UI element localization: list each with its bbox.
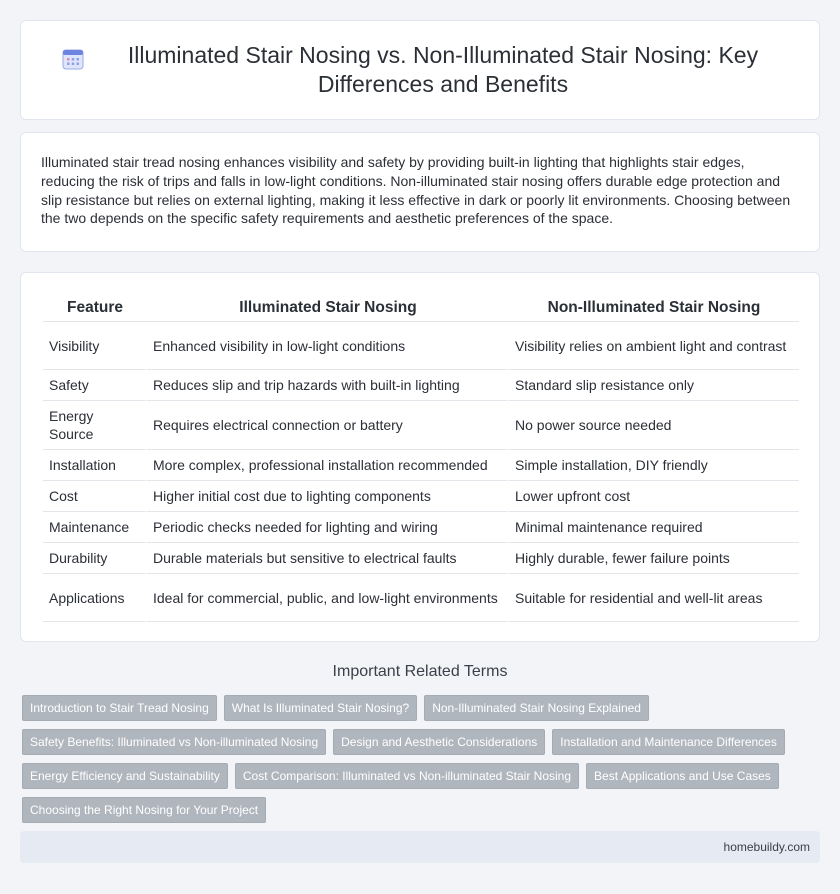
related-term-tag[interactable]: Best Applications and Use Cases: [586, 763, 779, 789]
related-term-tag[interactable]: Introduction to Stair Tread Nosing: [22, 695, 217, 721]
footer-site-link[interactable]: homebuildy.com: [723, 840, 810, 854]
feature-cell: Durability: [43, 543, 147, 574]
non-illuminated-cell: No power source needed: [509, 401, 799, 450]
illuminated-cell: Durable materials but sensitive to electrical faults: [147, 543, 509, 574]
table-row: [43, 543, 799, 574]
feature-cell: Safety: [43, 370, 147, 401]
table-row: [43, 322, 799, 370]
related-term-tag[interactable]: Non-Illuminated Stair Nosing Explained: [424, 695, 649, 721]
non-illuminated-cell: Highly durable, fewer failure points: [509, 543, 799, 574]
related-terms-list: [22, 695, 812, 823]
footer: [20, 831, 820, 863]
feature-cell: Applications: [43, 574, 147, 622]
illuminated-cell: Higher initial cost due to lighting components: [147, 481, 509, 512]
related-term-tag[interactable]: Choosing the Right Nosing for Your Project: [22, 797, 266, 823]
feature-cell: Visibility: [43, 322, 147, 370]
header-illuminated: Illuminated Stair Nosing: [147, 295, 509, 322]
table-row: [43, 450, 799, 481]
comparison-table: [43, 295, 799, 622]
related-terms-heading: Important Related Terms: [332, 663, 508, 680]
related-term-tag[interactable]: Safety Benefits: Illuminated vs Non-illuminated Nosing: [22, 729, 326, 755]
header-non-illuminated: Non-Illuminated Stair Nosing: [509, 295, 799, 322]
table-row: [43, 512, 799, 543]
non-illuminated-cell: Minimal maintenance required: [509, 512, 799, 543]
related-term-tag[interactable]: Design and Aesthetic Considerations: [333, 729, 545, 755]
non-illuminated-cell: Simple installation, DIY friendly: [509, 450, 799, 481]
illuminated-cell: Periodic checks needed for lighting and wiring: [147, 512, 509, 543]
related-term-tag[interactable]: Cost Comparison: Illuminated vs Non-illuminated Stair Nosing: [235, 763, 579, 789]
illuminated-cell: More complex, professional installation recommended: [147, 450, 509, 481]
table-row: [43, 574, 799, 622]
non-illuminated-cell: Standard slip resistance only: [509, 370, 799, 401]
table-row: [43, 481, 799, 512]
non-illuminated-cell: Lower upfront cost: [509, 481, 799, 512]
related-term-tag[interactable]: Installation and Maintenance Differences: [552, 729, 785, 755]
non-illuminated-cell: Suitable for residential and well-lit areas: [509, 574, 799, 622]
page-title: Illuminated Stair Nosing vs. Non-Illuminated Stair Nosing: Key Differences and Benefits: [127, 42, 759, 97]
calendar-icon: [61, 47, 85, 71]
header-feature: Feature: [43, 295, 147, 322]
illuminated-cell: Ideal for commercial, public, and low-light environments: [147, 574, 509, 622]
table-row: [43, 401, 799, 450]
illuminated-cell: Requires electrical connection or battery: [147, 401, 509, 450]
intro-card: [20, 132, 820, 252]
related-term-tag[interactable]: Energy Efficiency and Sustainability: [22, 763, 228, 789]
feature-cell: Energy Source: [43, 401, 147, 450]
feature-cell: Installation: [43, 450, 147, 481]
table-row: [43, 370, 799, 401]
table-header-row: [43, 295, 799, 322]
non-illuminated-cell: Visibility relies on ambient light and contrast: [509, 322, 799, 370]
feature-cell: Maintenance: [43, 512, 147, 543]
related-term-tag[interactable]: What Is Illuminated Stair Nosing?: [224, 695, 417, 721]
feature-cell: Cost: [43, 481, 147, 512]
illuminated-cell: Enhanced visibility in low-light conditions: [147, 322, 509, 370]
title-card: [20, 20, 820, 120]
illuminated-cell: Reduces slip and trip hazards with built-in lighting: [147, 370, 509, 401]
intro-paragraph: Illuminated stair tread nosing enhances visibility and safety by providing built-in lighting that highlights stair edges, reducing the risk of trips and falls in low-light conditions. Non-illuminated stair nosing offers durable edge protection and slip resistance but relies on external lighting, making it less effective in dark or poorly lit environments. Choosing between the two depends on the specific safety requirements and aesthetic preferences of the space.: [41, 154, 791, 227]
comparison-card: [20, 272, 820, 642]
